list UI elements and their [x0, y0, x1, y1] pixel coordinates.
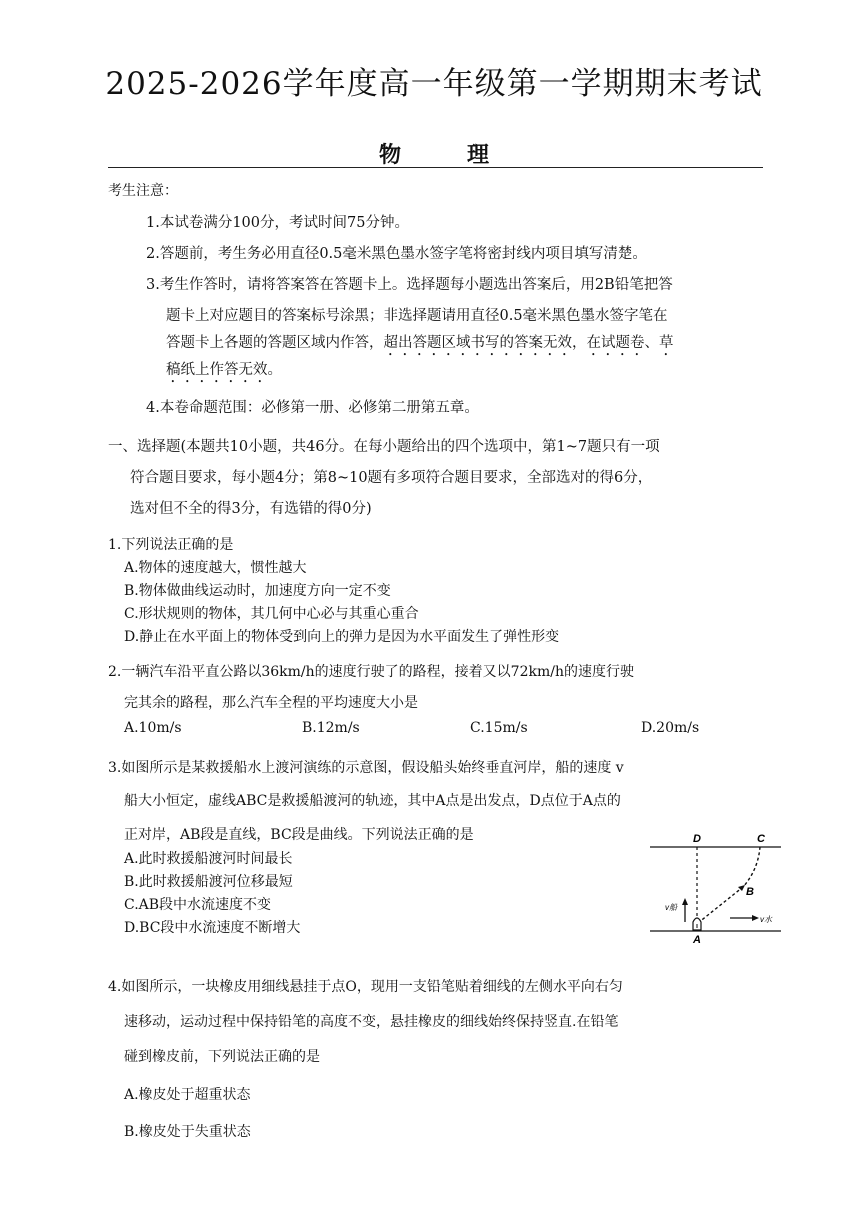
- subject-title: 物 理: [378, 142, 489, 168]
- section1-line-2: 符合题目要求，每小题4分；第8~10题有多项符合题目要求，全部选对的得6分，: [130, 470, 653, 486]
- notice-item-3-line-3: [166, 331, 674, 359]
- q1-option-b: B.物体做曲线运动时，加速度方向一定不变: [124, 583, 391, 599]
- notice-item-3-line-3-plain: 答题卡上各题的答题区域内作答，: [166, 335, 384, 351]
- q1-option-c: C.形状规则的物体，其几何中心必与其重心重合: [124, 606, 419, 622]
- q2-option-c: C.15m/s: [470, 720, 528, 736]
- notice-item-1: 1.本试卷满分100分，考试时间75分钟。: [146, 215, 409, 231]
- boat-velocity-arrowhead: [682, 898, 688, 905]
- trajectory-arrowhead: [738, 885, 745, 891]
- q4-option-a: A.橡皮处于超重状态: [124, 1087, 251, 1103]
- notice-item-3-line-4: 稿纸上作答无效。: [166, 362, 282, 378]
- label-a: A: [693, 934, 701, 945]
- q2-option-a: A.10m/s: [124, 720, 182, 736]
- label-v-boat: v船: [665, 903, 677, 912]
- q3-option-c: C.AB段中水流速度不变: [124, 897, 272, 913]
- notice-item-3-line-2: 题卡上对应题目的答案标号涂黑；非选择题请用直径0.5毫米黑色墨水签字笔在: [166, 308, 668, 324]
- q3-stem-line-3: 正对岸，AB段是直线，BC段是曲线。下列说法正确的是: [124, 827, 474, 843]
- section1-line-1: 一、选择题(本题共10小题，共46分。在每小题给出的四个选项中，第1~7题只有一项: [108, 439, 660, 455]
- q2-option-d: D.20m/s: [641, 720, 700, 736]
- river-crossing-diagram: [648, 830, 783, 945]
- q4-option-b: B.橡皮处于失重状态: [124, 1124, 251, 1140]
- q1-option-d: D.静止在水平面上的物体受到向上的弹力是因为水平面发生了弹性形变: [124, 629, 560, 645]
- section1-line-3: 选对但不全的得3分，有选错的得0分): [130, 501, 372, 517]
- q3-option-b: B.此时救援船渡河位移最短: [124, 874, 293, 890]
- q3-option-d: D.BC段中水流速度不断增大: [124, 920, 301, 936]
- q1-option-a: A.物体的速度越大，惯性越大: [124, 560, 307, 576]
- q4-stem-line-2: 速移动，运动过程中保持铅笔的高度不变，悬挂橡皮的细线始终保持竖直.在铅笔: [124, 1014, 619, 1030]
- notice-item-4: 4.本卷命题范围：必修第一册、必修第二册第五章。: [146, 400, 479, 416]
- label-d: D: [693, 833, 701, 845]
- q3-stem-line-1: 3.如图所示是某救援船水上渡河演练的示意图，假设船头始终垂直河岸，船的速度 v: [108, 760, 624, 776]
- q2-option-b: B.12m/s: [302, 720, 360, 736]
- notice-item-2: 2.答题前，考生务必用直径0.5毫米黑色墨水签字笔将密封线内项目填写清楚。: [146, 246, 647, 262]
- q4-stem-line-1: 4.如图所示，一块橡皮用细线悬挂于点O，现用一支铅笔贴着细线的左侧水平向右匀: [108, 979, 623, 995]
- label-v-water: v水: [760, 915, 772, 924]
- q3-stem-line-2: 船大小恒定，虚线ABC是救援船渡河的轨迹，其中A点是出发点，D点位于A点的: [124, 793, 621, 809]
- notice-item-3: 3.考生作答时，请将答案答在答题卡上。选择题每小题选出答案后，用2B铅笔把答: [146, 277, 673, 293]
- q1-stem: 1.下列说法正确的是: [108, 537, 234, 553]
- q3-option-a: A.此时救援船渡河时间最长: [124, 851, 293, 867]
- label-b: B: [746, 886, 754, 898]
- q2-stem-line-1: 2.一辆汽车沿平直公路以36km/h的速度行驶了的路程，接着又以72km/h的速度行驶: [108, 664, 634, 680]
- label-c: C: [757, 833, 765, 845]
- notice-item-3-emphasis: 超出答题区域书写的答案无效，在试题卷、草: [383, 335, 674, 351]
- exam-title: 2025-2026学年度高一年级第一学期期末考试: [105, 66, 763, 102]
- header-divider: [108, 167, 763, 168]
- water-velocity-arrowhead: [752, 915, 759, 921]
- notice-heading: 考生注意：: [108, 183, 178, 199]
- trajectory-abc: [698, 847, 760, 923]
- q4-stem-line-3: 碰到橡皮前，下列说法正确的是: [124, 1049, 320, 1065]
- q2-stem-line-2: 完其余的路程，那么汽车全程的平均速度大小是: [124, 695, 418, 711]
